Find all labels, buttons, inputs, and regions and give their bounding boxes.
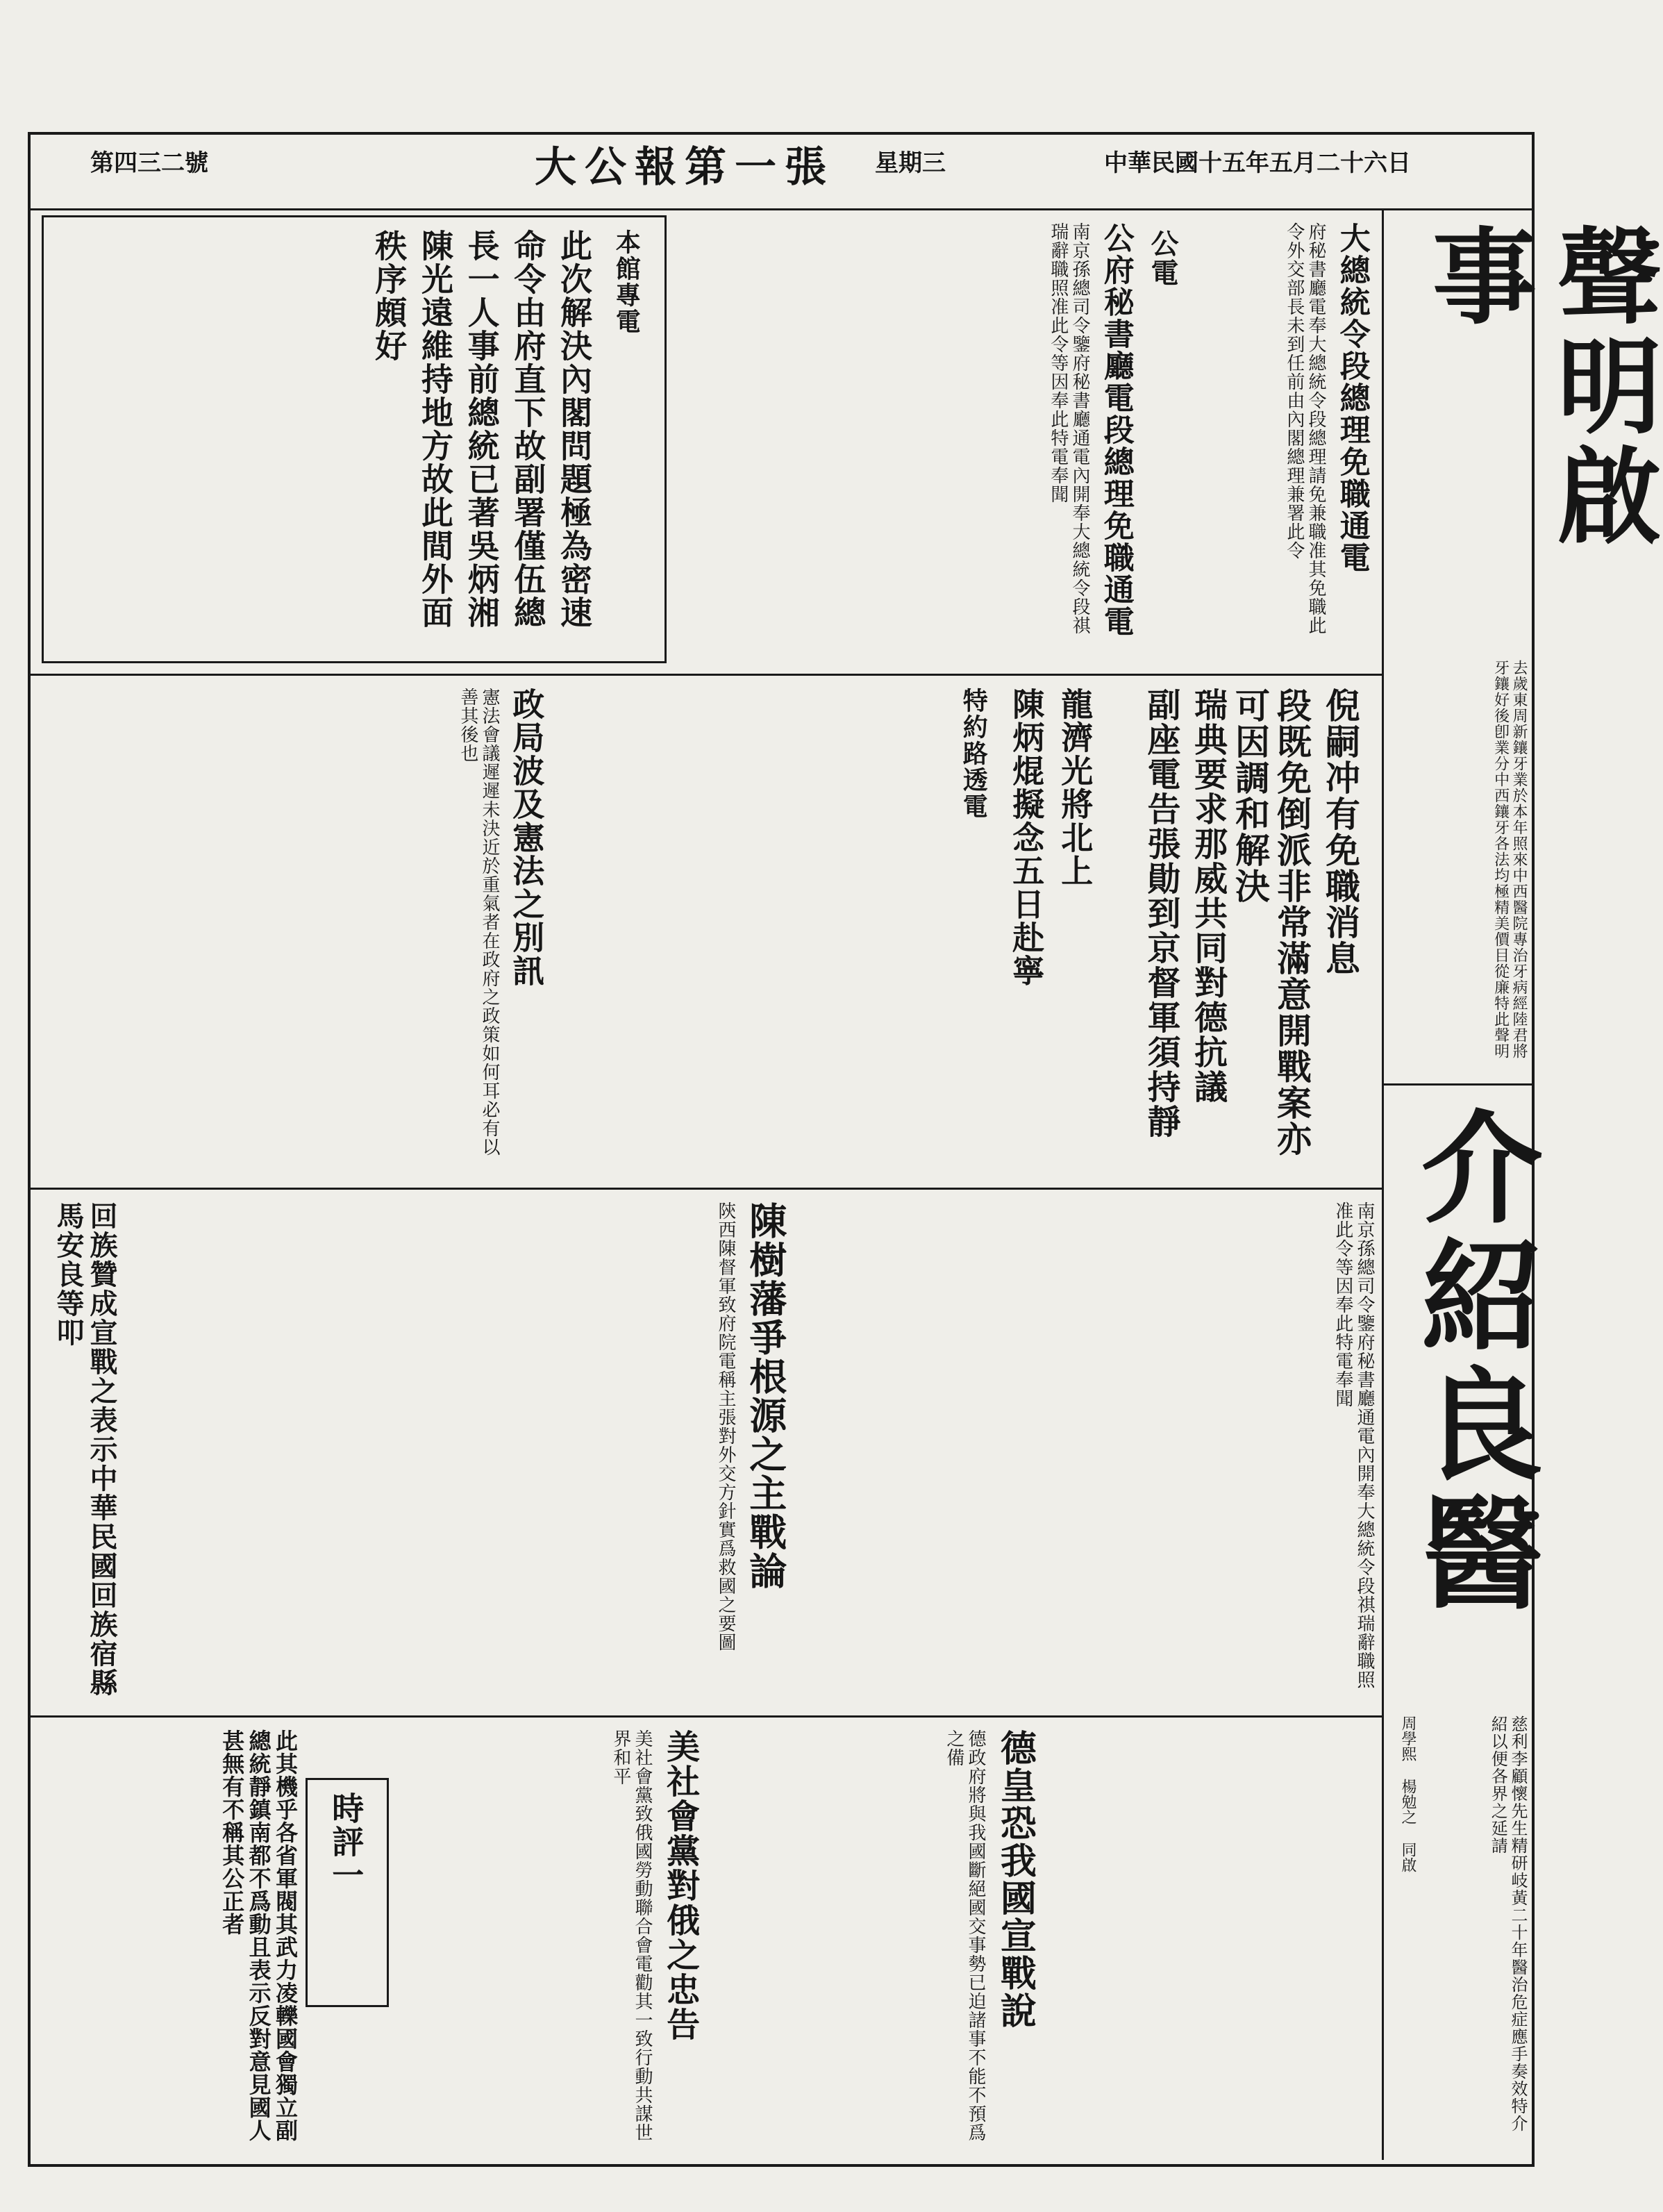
ad-column-divider xyxy=(1382,208,1384,2160)
main-title: 陳樹藩爭根源之主戰論 xyxy=(743,1201,788,1590)
official-title: 大總統令段總理免職通電 xyxy=(1334,222,1370,574)
row-divider-1 xyxy=(28,674,1382,676)
dentist-ad-title: 聲明啟事 xyxy=(1414,222,1662,551)
doctor-ad-body: 慈利李顧懷先生精研岐黃二十年醫治危症應手奏效特介紹以便各界之延請 xyxy=(1488,1715,1528,2132)
german-body: 德政府將與我國斷絕國交事勢已迫諸事不能不預爲之備 xyxy=(943,1729,986,2142)
masthead-title: 大公報第一張 xyxy=(535,143,835,192)
doctor-ad-signers: 周學熙 楊勉之 同啟 xyxy=(1399,1715,1417,1872)
politics-title: 政局波及憲法之別訊 xyxy=(508,688,546,988)
row-divider-3 xyxy=(28,1715,1382,1718)
official-body: 府秘書廳電奉大總統令段總理請免兼職准其免職此令外交部長未到任前由內閣總理兼署此令 xyxy=(1283,222,1326,635)
news-continuation: 南京孫總司令鑒府秘書廳通電內開奉大總統令段祺瑞辭職照准此令等因奉此特電奉聞 xyxy=(1332,1201,1375,1689)
commentary-header: 時評一 xyxy=(327,1792,365,1892)
boxed-dispatch-header: 本館專電 xyxy=(612,229,642,335)
main-body: 陝西陳督軍致府院電稱主張對外交方針實爲救國之要圖 xyxy=(715,1201,736,1652)
politics-body: 憲法會議遲遲未決近於重氣者在政府之政策如何耳必有以善其後也 xyxy=(457,688,500,1156)
german-title: 德皇恐我國宣戰說 xyxy=(994,1729,1037,2029)
news-title: 公府秘書廳電段總理免職通電 xyxy=(1098,222,1134,638)
masthead-date: 中華民國十五年五月二十六日 xyxy=(1104,149,1411,177)
masthead-weekday: 星期三 xyxy=(875,149,946,177)
belgian-title: 美社會黨對俄之忠告 xyxy=(660,1729,700,2042)
special-title-5: 陳炳焜擬念五日赴寧 xyxy=(1008,688,1046,988)
special-title-2: 段既免倒派非常滿意開戰案亦可因調和解決 xyxy=(1230,688,1312,1157)
dentist-ad-body: 去歲東周新鑲牙業於本年照來中西醫院專治牙病經陸君將牙鑲好後卽業分中西鑲牙各法均極精美價目從廉特此聲明 xyxy=(1491,660,1528,1059)
commentary-body: 此其機乎各省軍閥其武力凌轢國會獨立副總統靜鎮南都不爲動且表示反對意見國人甚無有不稱其公正者 xyxy=(219,1729,299,2142)
special-header: 特約路透電 xyxy=(959,688,989,820)
news-body: 南京孫總司令鑒府秘書廳通電內開奉大總統令段祺瑞辭職照准此令等因奉此特電奉聞 xyxy=(1047,222,1090,635)
masthead-issue: 第四三二號 xyxy=(90,149,208,177)
ad-divider xyxy=(1382,1083,1535,1086)
masthead-rule xyxy=(28,208,1535,210)
official-header: 公電 xyxy=(1146,229,1179,288)
doctor-ad-title: 介紹良醫 xyxy=(1401,1104,1544,1618)
special-title-3: 瑞典要求那威共同對德抗議 xyxy=(1188,688,1228,1104)
boxed-dispatch-body: 此次解決內閣問題極為密速命令由府直下故副署僅伍總長一人事前總統已著吳炳湘陳光遠維持地方故此間外面秩序頗好 xyxy=(370,229,593,629)
row-divider-2 xyxy=(28,1188,1382,1190)
special-title-1: 倪嗣冲有免職消息 xyxy=(1320,688,1361,976)
special-title-6: 龍濟光將北上 xyxy=(1056,688,1094,888)
tail-body: 回族贊成宣戰之表示中華民國回族宿縣馬安良等叩 xyxy=(52,1201,118,1697)
belgian-body: 美社會黨致俄國勞動聯合會電勸其一致行動共謀世界和平 xyxy=(610,1729,653,2142)
special-title-4: 副座電告張勛到京督軍須持靜 xyxy=(1142,688,1180,1139)
